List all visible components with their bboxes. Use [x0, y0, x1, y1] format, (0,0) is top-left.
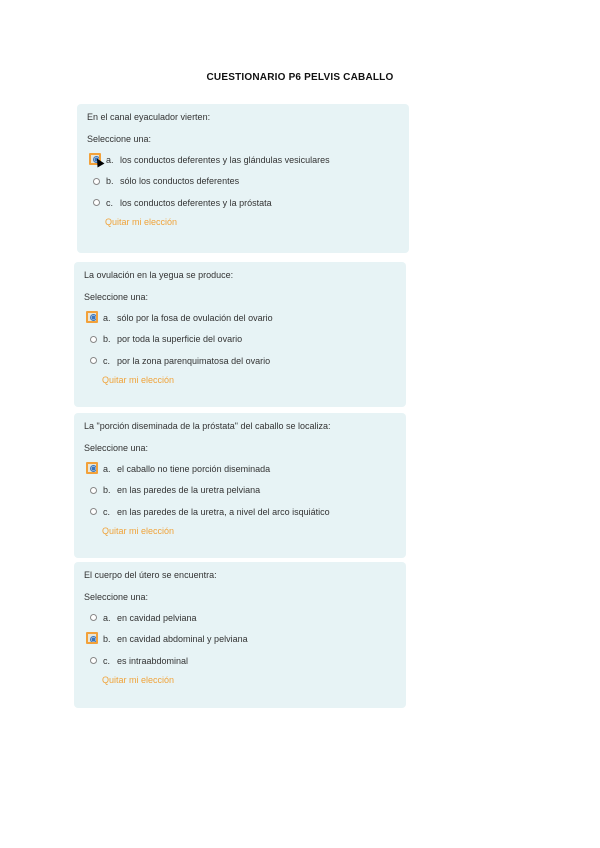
option-letter: b. — [103, 485, 111, 496]
question-card-1 — [77, 104, 409, 253]
answer-option-a[interactable] — [84, 458, 396, 480]
answer-option-c[interactable] — [84, 350, 396, 372]
clear-choice-link[interactable]: Quitar mi elección — [102, 674, 175, 685]
option-text: en cavidad abdominal y pelviana — [117, 634, 248, 645]
question-text: La "porción diseminada de la próstata" del caballo se localiza: — [84, 421, 331, 431]
option-letter: b. — [106, 176, 114, 187]
radio-unchecked-icon — [90, 508, 97, 515]
focus-outline — [86, 311, 98, 323]
answer-option-b[interactable] — [84, 329, 396, 351]
option-letter: b. — [103, 634, 111, 645]
option-text: los conductos deferentes y la próstata — [120, 197, 272, 208]
radio-button[interactable] — [86, 462, 100, 476]
question-card-4 — [74, 562, 406, 708]
select-prompt: Seleccione una: — [84, 592, 149, 602]
select-prompt: Seleccione una: — [84, 443, 149, 453]
radio-unchecked-icon — [90, 614, 97, 621]
select-prompt: Seleccione una: — [87, 134, 152, 144]
option-letter: c. — [106, 197, 114, 208]
radio-unchecked-icon — [93, 178, 100, 185]
answer-option-b[interactable] — [87, 171, 399, 193]
answer-option-a[interactable] — [84, 607, 396, 629]
radio-unchecked-icon — [93, 199, 100, 206]
option-text: en cavidad pelviana — [117, 612, 197, 623]
focus-outline — [86, 462, 98, 474]
option-letter: c. — [103, 655, 111, 666]
radio-button[interactable] — [86, 632, 100, 646]
radio-button[interactable] — [89, 174, 103, 188]
radio-button[interactable] — [86, 483, 100, 497]
option-letter: a. — [103, 612, 111, 623]
radio-button[interactable] — [86, 654, 100, 668]
option-text: es intraabdominal — [117, 655, 189, 666]
answer-option-a[interactable] — [84, 307, 396, 329]
option-text: el caballo no tiene porción diseminada — [117, 463, 271, 474]
clear-choice-link[interactable]: Quitar mi elección — [105, 216, 178, 227]
radio-button[interactable] — [86, 611, 100, 625]
answer-option-b[interactable] — [84, 629, 396, 651]
answer-option-c[interactable] — [84, 650, 396, 672]
answer-option-c[interactable] — [84, 501, 396, 523]
question-text: En el canal eyaculador vierten: — [87, 112, 211, 122]
answer-option-b[interactable] — [84, 480, 396, 502]
clear-choice-link[interactable]: Quitar mi elección — [102, 525, 175, 536]
option-text: en las paredes de la uretra, a nivel del arco isquiático — [117, 506, 330, 517]
select-prompt: Seleccione una: — [84, 292, 149, 302]
option-letter: a. — [103, 312, 111, 323]
question-text: La ovulación en la yegua se produce: — [84, 270, 234, 280]
radio-button[interactable] — [89, 196, 103, 210]
option-letter: c. — [103, 355, 111, 366]
question-text: El cuerpo del útero se encuentra: — [84, 570, 217, 580]
radio-button[interactable] — [89, 153, 103, 167]
question-card-3 — [74, 413, 406, 558]
answer-option-c[interactable] — [87, 192, 399, 214]
option-letter: b. — [103, 334, 111, 345]
option-letter: c. — [103, 506, 111, 517]
answer-option-a[interactable] — [87, 149, 399, 171]
option-text: en las paredes de la uretra pelviana — [117, 485, 261, 496]
focus-outline — [86, 632, 98, 644]
radio-button[interactable] — [86, 354, 100, 368]
option-text: sólo por la fosa de ovulación del ovario — [117, 312, 273, 323]
clear-choice-link[interactable]: Quitar mi elección — [102, 374, 175, 385]
radio-unchecked-icon — [90, 657, 97, 664]
option-letter: a. — [103, 463, 111, 474]
radio-button[interactable] — [86, 332, 100, 346]
radio-button[interactable] — [86, 311, 100, 325]
radio-button[interactable] — [86, 505, 100, 519]
radio-unchecked-icon — [90, 487, 97, 494]
option-text: por toda la superficie del ovario — [117, 334, 243, 345]
radio-unchecked-icon — [90, 357, 97, 364]
option-text: los conductos deferentes y las glándulas vesiculares — [120, 154, 330, 165]
document-title: CUESTIONARIO P6 PELVIS CABALLO — [206, 72, 394, 83]
question-card-2 — [74, 262, 406, 407]
option-letter: a. — [106, 154, 114, 165]
radio-unchecked-icon — [90, 336, 97, 343]
option-text: por la zona parenquimatosa del ovario — [117, 355, 271, 366]
option-text: sólo los conductos deferentes — [120, 176, 240, 187]
